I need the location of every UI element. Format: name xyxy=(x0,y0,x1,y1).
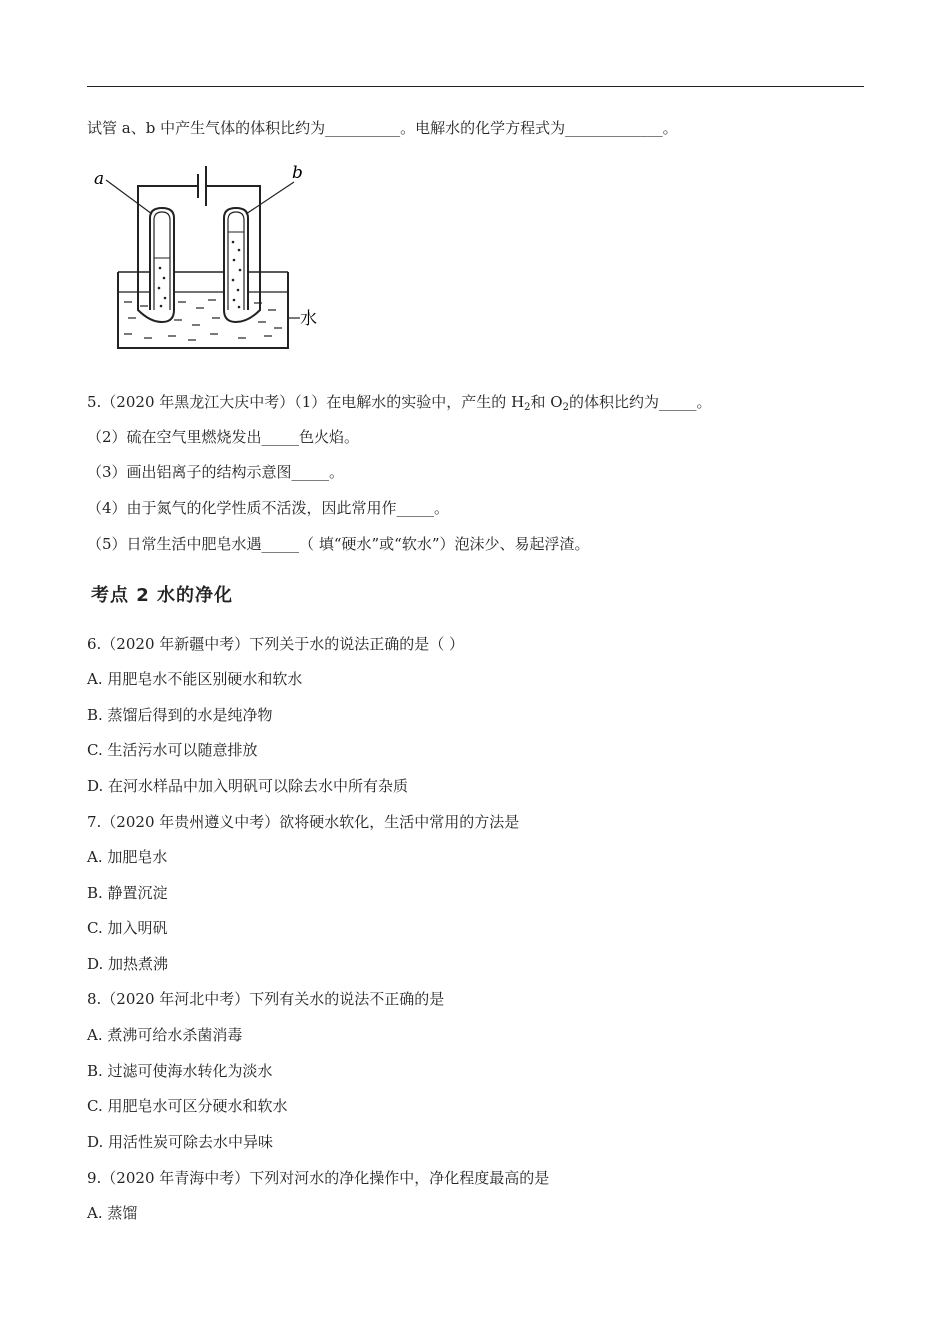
label-a: a xyxy=(94,169,105,189)
q8-option-d: D. 用活性炭可除去水中异味 xyxy=(87,1133,274,1151)
q6-option-d: D. 在河水样品中加入明矾可以除去水中所有杂质 xyxy=(87,777,409,795)
q7-stem: 7.（2020 年贵州遵义中考）欲将硬水软化，生活中常用的方法是 xyxy=(87,813,520,831)
q9-stem: 9.（2020 年青海中考）下列对河水的净化操作中，净化程度最高的是 xyxy=(87,1169,550,1187)
q5-line1: 5.（2020 年黑龙江大庆中考）（1）在电解水的实验中，产生的 $H_2$和 $O_2$的体积比约为_____。 xyxy=(87,393,712,413)
q5-part5: （5）日常生活中肥皂水遇_____（ 填“硬水”或“软水”）泡沫少、易起浮渣。 xyxy=(87,535,590,553)
section-title: 考点 2 水的净化 xyxy=(91,585,234,606)
q9-option-a: A. 蒸馏 xyxy=(87,1204,138,1222)
q5-part4: （4）由于氮气的化学性质不活泼，因此常用作_____。 xyxy=(87,499,450,517)
q8-option-a: A. 煮沸可给水杀菌消毒 xyxy=(87,1026,243,1044)
label-water: 水 xyxy=(300,309,317,329)
electrolysis-apparatus-figure xyxy=(88,160,328,360)
q7-option-c: C. 加入明矾 xyxy=(87,919,168,937)
q7-option-b: B. 静置沉淀 xyxy=(87,884,168,902)
q8-option-b: B. 过滤可使海水转化为淡水 xyxy=(87,1062,273,1080)
q8-stem: 8.（2020 年河北中考）下列有关水的说法不正确的是 xyxy=(87,990,445,1008)
q6-option-c: C. 生活污水可以随意排放 xyxy=(87,741,258,759)
q6-option-a: A. 用肥皂水不能区别硬水和软水 xyxy=(87,670,303,688)
q5-part2: （2）硫在空气里燃烧发出_____色火焰。 xyxy=(87,428,360,446)
q5-part3: （3）画出铝离子的结构示意图_____。 xyxy=(87,463,345,481)
q6-option-b: B. 蒸馏后得到的水是纯净物 xyxy=(87,706,273,724)
header-rule xyxy=(87,86,864,87)
label-b: b xyxy=(292,163,303,183)
q7-option-d: D. 加热煮沸 xyxy=(87,955,169,973)
q6-stem: 6.（2020 年新疆中考）下列关于水的说法正确的是（ ） xyxy=(87,635,465,653)
q4-tail-text: 试管 a、b 中产生气体的体积比约为__________。电解水的化学方程式为_____________。 xyxy=(87,119,678,137)
q7-option-a: A. 加肥皂水 xyxy=(87,848,168,866)
q8-option-c: C. 用肥皂水可区分硬水和软水 xyxy=(87,1097,288,1115)
